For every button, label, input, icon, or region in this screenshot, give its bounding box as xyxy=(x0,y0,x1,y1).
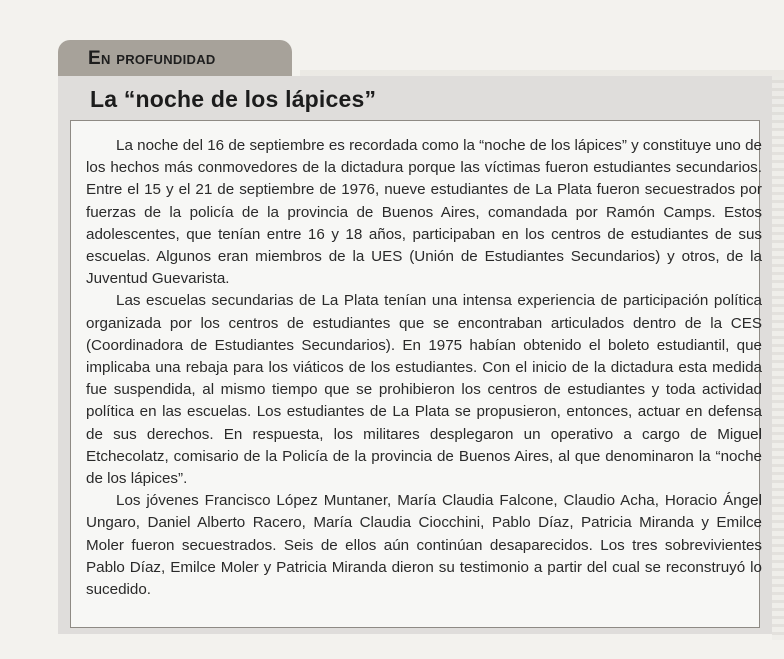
section-tab-label: En profundidad xyxy=(88,48,216,69)
article-body xyxy=(86,135,762,601)
paragraph-1: La noche del 16 de septiembre es recordada como la “noche de los lápices” y constituye uno de los hechos más conmovedores de la dictadura porque las víctimas fueron estudiantes secundarios. Entre el 15 y el 21 de septiembre de 1976, nueve estudiantes de La Plata fueron secuestrados por fuerzas de la policía de la provincia de Buenos Aires, comandada por Ramón Camps. Estos adolescentes, que tenían entre 16 y 18 años, participaban en los centros de estudiantes de sus escuelas. Algunos eran miembros de la UES (Unión de Estudiantes Secundarios) y otros, de la Juventud Guevarista. xyxy=(86,137,762,288)
paragraph-3: Los jóvenes Francisco López Muntaner, María Claudia Falcone, Claudio Acha, Horacio Ángel Ungaro, Daniel Alberto Racero, María Claudia Ciocchini, Pablo Díaz, Patricia Miranda y Emilce Moler fueron secuestrados. Seis de ellos aún continúan desaparecidos. Los tres sobrevivientes Pablo Díaz, Emilce Moler y Patricia Miranda dieron su testimonio a partir del cual se reconstruyó lo sucedido. xyxy=(86,492,762,599)
paragraph-2: Las escuelas secundarias de La Plata tenían una intensa experiencia de participación política organizada por los centros de estudiantes que se encontraban articulados dentro de la CES (Coordinadora de Estudiantes Secundarios). En 1975 habían obtenido el boleto estudiantil, que implicaba una rebaja para los viáticos de los estudiantes. Con el inicio de la dictadura esta medida fue suspendida, al mismo tiempo que se prohibieron los centros de estudiantes y toda actividad política en las escuelas. Los estudiantes de La Plata se propusieron, entonces, actuar en defensa de sus derechos. En respuesta, los militares desplegaron un operativo a cargo de Miguel Etchecolatz, comisario de la Policía de la provincia de Buenos Aires, al que denominaron la “noche de los lápices”. xyxy=(86,292,762,488)
section-tab xyxy=(58,40,292,76)
article-title: La “noche de los lápices” xyxy=(90,86,377,112)
adjacent-page-edge xyxy=(772,80,784,640)
